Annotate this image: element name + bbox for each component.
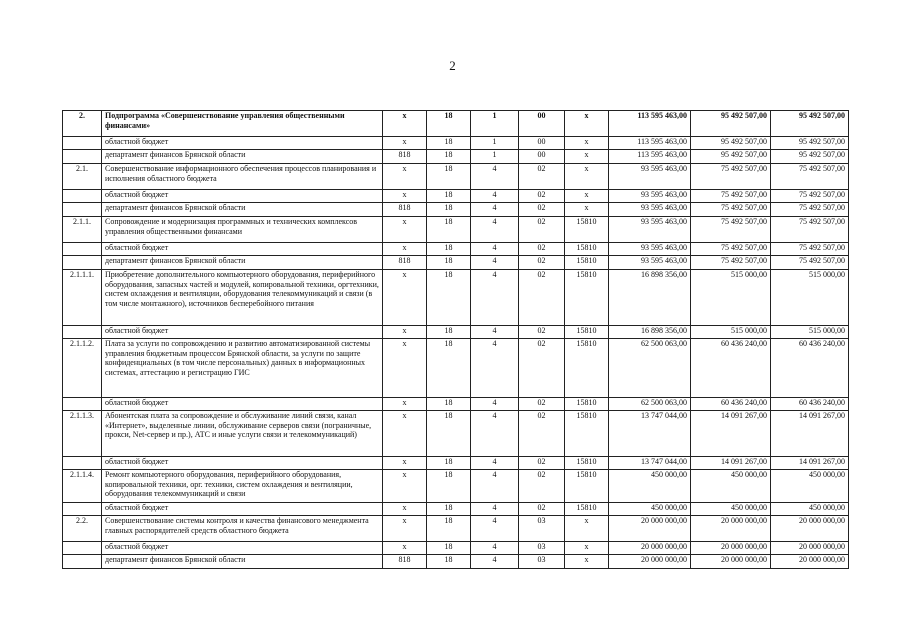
section-cell: 18 [427, 190, 471, 203]
target-article-cell: 03 [519, 555, 565, 569]
sum-year-1-cell: 93 595 463,00 [609, 243, 691, 256]
section-cell: 18 [427, 555, 471, 569]
row-name: Плата за услуги по сопровождению и развитию автоматизированной системы управления бюджетным процессом Брянской области, за услуги по защите конфиденциальных (в том числе персональных) данных в информационных системах, аттестацию и регистрацию ГИС [102, 339, 383, 398]
grbs-cell: 818 [383, 203, 427, 217]
grbs-cell: x [383, 111, 427, 137]
row-code [63, 398, 102, 411]
section-cell: 18 [427, 243, 471, 256]
table-row [63, 339, 849, 398]
subsection-cell: 4 [471, 256, 519, 270]
grbs-cell: 818 [383, 555, 427, 569]
row-code [63, 542, 102, 555]
grbs-cell: x [383, 516, 427, 542]
sum-year-1-cell: 16 898 356,00 [609, 326, 691, 339]
grbs-cell: x [383, 217, 427, 243]
grbs-cell: x [383, 503, 427, 516]
row-name: Подпрограмма «Совершенствование управления общественными финансами» [102, 111, 383, 137]
row-name: департамент финансов Брянской области [102, 256, 383, 270]
row-code [63, 203, 102, 217]
table-row [63, 470, 849, 503]
sum-year-1-cell: 93 595 463,00 [609, 217, 691, 243]
table-row [63, 111, 849, 137]
target-article-cell: 02 [519, 457, 565, 470]
sum-year-1-cell: 93 595 463,00 [609, 164, 691, 190]
sum-year-3-cell: 14 091 267,00 [771, 411, 849, 457]
subsection-cell: 4 [471, 555, 519, 569]
sum-year-2-cell: 75 492 507,00 [691, 203, 771, 217]
section-cell: 18 [427, 470, 471, 503]
expense-type-cell: 15810 [565, 339, 609, 398]
row-code: 2.2. [63, 516, 102, 542]
subsection-cell: 4 [471, 503, 519, 516]
target-article-cell: 02 [519, 411, 565, 457]
grbs-cell: x [383, 326, 427, 339]
target-article-cell: 02 [519, 203, 565, 217]
target-article-cell: 03 [519, 516, 565, 542]
section-cell: 18 [427, 542, 471, 555]
section-cell: 18 [427, 256, 471, 270]
sum-year-3-cell: 515 000,00 [771, 326, 849, 339]
subsection-cell: 4 [471, 457, 519, 470]
target-article-cell: 03 [519, 542, 565, 555]
sum-year-3-cell: 75 492 507,00 [771, 217, 849, 243]
row-name: Ремонт компьютерного оборудования, периферийного оборудования, копировальной техники, орг. техники, систем охлаждения и вентиляции, оборудования телекоммуникаций и связи [102, 470, 383, 503]
subsection-cell: 4 [471, 190, 519, 203]
row-code: 2.1. [63, 164, 102, 190]
table-row [63, 150, 849, 164]
subsection-cell: 4 [471, 243, 519, 256]
table-row [63, 243, 849, 256]
sum-year-2-cell: 450 000,00 [691, 470, 771, 503]
target-article-cell: 00 [519, 150, 565, 164]
row-name: областной бюджет [102, 398, 383, 411]
table-body [63, 111, 849, 569]
sum-year-2-cell: 95 492 507,00 [691, 111, 771, 137]
sum-year-1-cell: 20 000 000,00 [609, 542, 691, 555]
sum-year-2-cell: 20 000 000,00 [691, 555, 771, 569]
row-code: 2.1.1.1. [63, 270, 102, 326]
grbs-cell: x [383, 470, 427, 503]
row-name: департамент финансов Брянской области [102, 203, 383, 217]
row-code [63, 457, 102, 470]
sum-year-3-cell: 75 492 507,00 [771, 203, 849, 217]
budget-table [62, 110, 849, 569]
subsection-cell: 4 [471, 217, 519, 243]
sum-year-1-cell: 450 000,00 [609, 470, 691, 503]
subsection-cell: 4 [471, 398, 519, 411]
grbs-cell: x [383, 457, 427, 470]
sum-year-2-cell: 60 436 240,00 [691, 339, 771, 398]
grbs-cell: x [383, 243, 427, 256]
section-cell: 18 [427, 137, 471, 150]
row-name: Совершенствование информационного обеспечения процессов планирования и исполнения областного бюджета [102, 164, 383, 190]
sum-year-3-cell: 75 492 507,00 [771, 164, 849, 190]
page-number: 2 [449, 58, 456, 73]
sum-year-3-cell: 75 492 507,00 [771, 190, 849, 203]
sum-year-3-cell: 515 000,00 [771, 270, 849, 326]
expense-type-cell: x [565, 190, 609, 203]
sum-year-3-cell: 20 000 000,00 [771, 516, 849, 542]
row-code [63, 243, 102, 256]
sum-year-3-cell: 95 492 507,00 [771, 150, 849, 164]
sum-year-1-cell: 113 595 463,00 [609, 111, 691, 137]
sum-year-2-cell: 515 000,00 [691, 326, 771, 339]
sum-year-1-cell: 20 000 000,00 [609, 555, 691, 569]
table-row [63, 555, 849, 569]
row-code: 2.1.1.4. [63, 470, 102, 503]
table-row [63, 542, 849, 555]
section-cell: 18 [427, 326, 471, 339]
expense-type-cell: x [565, 555, 609, 569]
row-name: областной бюджет [102, 542, 383, 555]
subsection-cell: 4 [471, 516, 519, 542]
sum-year-2-cell: 75 492 507,00 [691, 190, 771, 203]
target-article-cell: 00 [519, 137, 565, 150]
target-article-cell: 02 [519, 470, 565, 503]
expense-type-cell: x [565, 516, 609, 542]
table-row [63, 503, 849, 516]
row-name: департамент финансов Брянской области [102, 150, 383, 164]
sum-year-3-cell: 450 000,00 [771, 470, 849, 503]
row-code: 2.1.1.2. [63, 339, 102, 398]
target-article-cell: 02 [519, 243, 565, 256]
subsection-cell: 4 [471, 411, 519, 457]
table-row [63, 398, 849, 411]
row-name: Приобретение дополнительного компьютерного оборудования, периферийного оборудования, запасных частей и модулей, копировальной техники, оргтехники, систем охлаждения и вентиляции, оборудования телекоммуникаций и связи (в том числе монтажного), источников бесперебойного питания [102, 270, 383, 326]
target-article-cell: 02 [519, 339, 565, 398]
subsection-cell: 4 [471, 542, 519, 555]
expense-type-cell: x [565, 164, 609, 190]
row-code: 2.1.1. [63, 217, 102, 243]
table-row [63, 203, 849, 217]
sum-year-1-cell: 450 000,00 [609, 503, 691, 516]
target-article-cell: 02 [519, 256, 565, 270]
expense-type-cell: x [565, 111, 609, 137]
subsection-cell: 4 [471, 203, 519, 217]
table-row [63, 256, 849, 270]
grbs-cell: x [383, 190, 427, 203]
row-name: областной бюджет [102, 190, 383, 203]
row-code [63, 137, 102, 150]
table-row [63, 411, 849, 457]
expense-type-cell: 15810 [565, 398, 609, 411]
row-code: 2. [63, 111, 102, 137]
row-code [63, 326, 102, 339]
target-article-cell: 02 [519, 217, 565, 243]
subsection-cell: 4 [471, 470, 519, 503]
subsection-cell: 4 [471, 164, 519, 190]
sum-year-2-cell: 515 000,00 [691, 270, 771, 326]
sum-year-3-cell: 95 492 507,00 [771, 111, 849, 137]
sum-year-3-cell: 75 492 507,00 [771, 243, 849, 256]
sum-year-1-cell: 113 595 463,00 [609, 150, 691, 164]
target-article-cell: 02 [519, 503, 565, 516]
table-row [63, 326, 849, 339]
row-name: департамент финансов Брянской области [102, 555, 383, 569]
grbs-cell: x [383, 137, 427, 150]
expense-type-cell: 15810 [565, 503, 609, 516]
sum-year-2-cell: 450 000,00 [691, 503, 771, 516]
expense-type-cell: 15810 [565, 457, 609, 470]
sum-year-2-cell: 20 000 000,00 [691, 542, 771, 555]
sum-year-3-cell: 60 436 240,00 [771, 339, 849, 398]
subsection-cell: 1 [471, 150, 519, 164]
sum-year-2-cell: 60 436 240,00 [691, 398, 771, 411]
section-cell: 18 [427, 516, 471, 542]
table-row [63, 457, 849, 470]
sum-year-2-cell: 75 492 507,00 [691, 217, 771, 243]
grbs-cell: 818 [383, 150, 427, 164]
sum-year-3-cell: 14 091 267,00 [771, 457, 849, 470]
section-cell: 18 [427, 203, 471, 217]
subsection-cell: 1 [471, 137, 519, 150]
table-row [63, 164, 849, 190]
table-row [63, 217, 849, 243]
expense-type-cell: 15810 [565, 270, 609, 326]
row-name: областной бюджет [102, 503, 383, 516]
section-cell: 18 [427, 411, 471, 457]
target-article-cell: 02 [519, 398, 565, 411]
grbs-cell: x [383, 398, 427, 411]
section-cell: 18 [427, 503, 471, 516]
target-article-cell: 02 [519, 270, 565, 326]
section-cell: 18 [427, 150, 471, 164]
sum-year-1-cell: 62 500 063,00 [609, 339, 691, 398]
section-cell: 18 [427, 270, 471, 326]
subsection-cell: 4 [471, 270, 519, 326]
section-cell: 18 [427, 164, 471, 190]
grbs-cell: x [383, 339, 427, 398]
expense-type-cell: 15810 [565, 256, 609, 270]
sum-year-3-cell: 20 000 000,00 [771, 542, 849, 555]
table-row [63, 190, 849, 203]
expense-type-cell: x [565, 137, 609, 150]
sum-year-2-cell: 75 492 507,00 [691, 243, 771, 256]
sum-year-1-cell: 20 000 000,00 [609, 516, 691, 542]
sum-year-1-cell: 13 747 044,00 [609, 457, 691, 470]
sum-year-2-cell: 75 492 507,00 [691, 256, 771, 270]
grbs-cell: x [383, 270, 427, 326]
subsection-cell: 4 [471, 339, 519, 398]
sum-year-1-cell: 13 747 044,00 [609, 411, 691, 457]
row-name: Абонентская плата за сопровождение и обслуживание линий связи, канал «Интернет», выделенные линии, обслуживание серверов связи (пограничные, прокси, Net-сервер и пр.), АТС и иные услуги связи и телекоммуникаций) [102, 411, 383, 457]
section-cell: 18 [427, 339, 471, 398]
sum-year-3-cell: 20 000 000,00 [771, 555, 849, 569]
sum-year-3-cell: 60 436 240,00 [771, 398, 849, 411]
sum-year-1-cell: 62 500 063,00 [609, 398, 691, 411]
row-code [63, 555, 102, 569]
target-article-cell: 02 [519, 326, 565, 339]
grbs-cell: x [383, 542, 427, 555]
expense-type-cell: x [565, 150, 609, 164]
section-cell: 18 [427, 111, 471, 137]
table-row [63, 516, 849, 542]
row-name: Совершенствование системы контроля и качества финансового менеджмента главных распорядителей средств областного бюджета [102, 516, 383, 542]
section-cell: 18 [427, 217, 471, 243]
sum-year-1-cell: 113 595 463,00 [609, 137, 691, 150]
sum-year-2-cell: 14 091 267,00 [691, 457, 771, 470]
sum-year-3-cell: 75 492 507,00 [771, 256, 849, 270]
table-row [63, 137, 849, 150]
section-cell: 18 [427, 457, 471, 470]
sum-year-1-cell: 93 595 463,00 [609, 190, 691, 203]
row-name: областной бюджет [102, 137, 383, 150]
row-code [63, 190, 102, 203]
row-name: областной бюджет [102, 326, 383, 339]
expense-type-cell: 15810 [565, 217, 609, 243]
row-code [63, 503, 102, 516]
row-name: областной бюджет [102, 243, 383, 256]
row-code [63, 150, 102, 164]
grbs-cell: x [383, 411, 427, 457]
expense-type-cell: 15810 [565, 326, 609, 339]
row-name: Сопровождение и модернизация программных и технических комплексов управления общественными финансами [102, 217, 383, 243]
sum-year-2-cell: 95 492 507,00 [691, 137, 771, 150]
sum-year-2-cell: 14 091 267,00 [691, 411, 771, 457]
sum-year-3-cell: 95 492 507,00 [771, 137, 849, 150]
expense-type-cell: x [565, 203, 609, 217]
section-cell: 18 [427, 398, 471, 411]
sum-year-2-cell: 95 492 507,00 [691, 150, 771, 164]
subsection-cell: 4 [471, 326, 519, 339]
expense-type-cell: 15810 [565, 411, 609, 457]
expense-type-cell: 15810 [565, 470, 609, 503]
sum-year-1-cell: 93 595 463,00 [609, 203, 691, 217]
target-article-cell: 02 [519, 190, 565, 203]
sum-year-3-cell: 450 000,00 [771, 503, 849, 516]
sum-year-2-cell: 75 492 507,00 [691, 164, 771, 190]
expense-type-cell: 15810 [565, 243, 609, 256]
target-article-cell: 02 [519, 164, 565, 190]
grbs-cell: 818 [383, 256, 427, 270]
sum-year-1-cell: 16 898 356,00 [609, 270, 691, 326]
row-code [63, 256, 102, 270]
target-article-cell: 00 [519, 111, 565, 137]
sum-year-2-cell: 20 000 000,00 [691, 516, 771, 542]
expense-type-cell: x [565, 542, 609, 555]
table-row [63, 270, 849, 326]
subsection-cell: 1 [471, 111, 519, 137]
grbs-cell: x [383, 164, 427, 190]
row-code: 2.1.1.3. [63, 411, 102, 457]
sum-year-1-cell: 93 595 463,00 [609, 256, 691, 270]
row-name: областной бюджет [102, 457, 383, 470]
